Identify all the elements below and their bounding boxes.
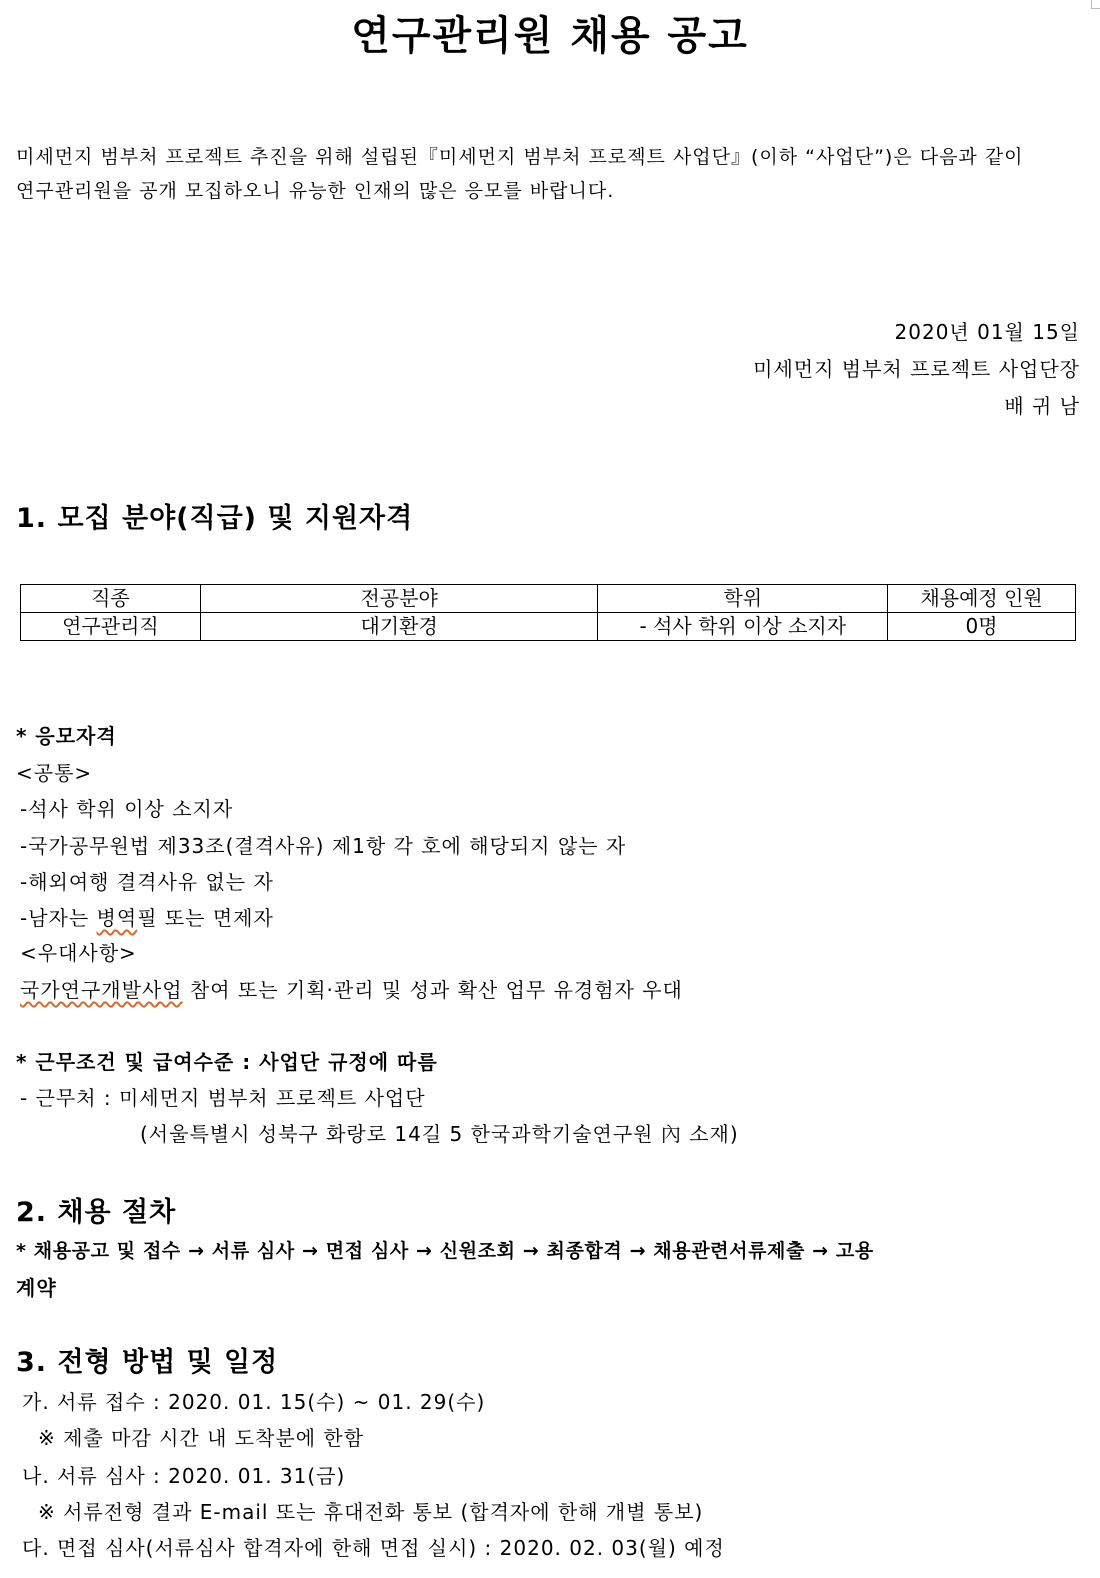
qualification-heading: * 응모자격 [16, 724, 117, 748]
table-row [21, 613, 1076, 641]
common-label: <공통> [16, 761, 93, 785]
military-item [20, 902, 274, 931]
recruit-table [20, 584, 1076, 641]
intro-line-2: 연구관리원을 공개 모집하오니 유능한 인재의 많은 응모를 바랍니다. [16, 180, 615, 202]
table-header-cell: 채용예정 인원 [888, 585, 1076, 613]
schedule-note: ※ 제출 마감 시간 내 도착분에 한함 [38, 1426, 365, 1450]
document-title: 연구관리원 채용 공고 [351, 13, 749, 59]
work-place: - 근무처 : 미세먼지 범부처 프로젝트 사업단 [20, 1086, 426, 1110]
table-cell: 연구관리직 [21, 613, 201, 641]
common-item: -국가공무원법 제33조(결격사유) 제1항 각 호에 해당되지 않는 자 [20, 834, 627, 858]
schedule-item: 나. 서류 심사 : 2020. 01. 31(금) [22, 1464, 346, 1488]
signature-org: 미세먼지 범부처 프로젝트 사업단장 [753, 357, 1080, 381]
section2-heading: 2. 채용 절차 [16, 1197, 177, 1228]
spellcheck-mark: 병역 [96, 906, 138, 930]
table-header-row [21, 585, 1076, 613]
table-cell: 대기환경 [200, 613, 598, 641]
process-steps-cont: 계약 [16, 1276, 57, 1300]
spellcheck-mark: 국가연구개발사업 [20, 978, 183, 1002]
schedule-note: ※ 서류전형 결과 E-mail 또는 휴대전화 통보 (합격자에 한해 개별 통보) [38, 1500, 704, 1524]
work-address: (서울특별시 성북구 화랑로 14길 5 한국과학기술연구원 內 소재) [140, 1122, 739, 1146]
military-suffix: 필 또는 면제자 [137, 906, 274, 930]
preference-rest: 참여 또는 기획·관리 및 성과 확산 업무 유경험자 우대 [182, 978, 683, 1002]
table-cell: 0명 [888, 613, 1076, 641]
work-conditions-heading: * 근무조건 및 급여수준 : 사업단 규정에 따름 [16, 1050, 438, 1074]
process-steps: * 채용공고 및 접수 → 서류 심사 → 면접 심사 → 신원조회 → 최종합격 → 채용관련서류제출 → 고용 [16, 1240, 874, 1262]
common-item: -석사 학위 이상 소지자 [20, 797, 234, 821]
section1-heading: 1. 모집 분야(직급) 및 지원자격 [16, 503, 414, 534]
signature-name: 배 귀 남 [1004, 394, 1080, 418]
common-item: -해외여행 결격사유 없는 자 [20, 870, 274, 894]
intro-paragraph [16, 140, 1086, 208]
preference-label: <우대사항> [20, 941, 137, 965]
military-prefix: -남자는 [20, 906, 97, 930]
table-cell: - 석사 학위 이상 소지자 [598, 613, 888, 641]
intro-line-1: 미세먼지 범부처 프로젝트 추진을 위해 설립된『미세먼지 범부처 프로젝트 사업단』(이하 “사업단”)은 다음과 같이 [16, 146, 1024, 168]
schedule-item: 다. 면접 심사(서류심사 합격자에 한해 면접 실시) : 2020. 02. 03(월) 예정 [22, 1536, 725, 1560]
section3-heading: 3. 전형 방법 및 일정 [16, 1347, 279, 1378]
preference-item [20, 974, 683, 1003]
schedule-item: 가. 서류 접수 : 2020. 01. 15(수) ~ 01. 29(수) [22, 1390, 486, 1414]
signature-date: 2020년 01월 15일 [894, 320, 1080, 344]
table-header-cell: 직종 [21, 585, 201, 613]
table-header-cell: 전공분야 [200, 585, 598, 613]
table-header-cell: 학위 [598, 585, 888, 613]
